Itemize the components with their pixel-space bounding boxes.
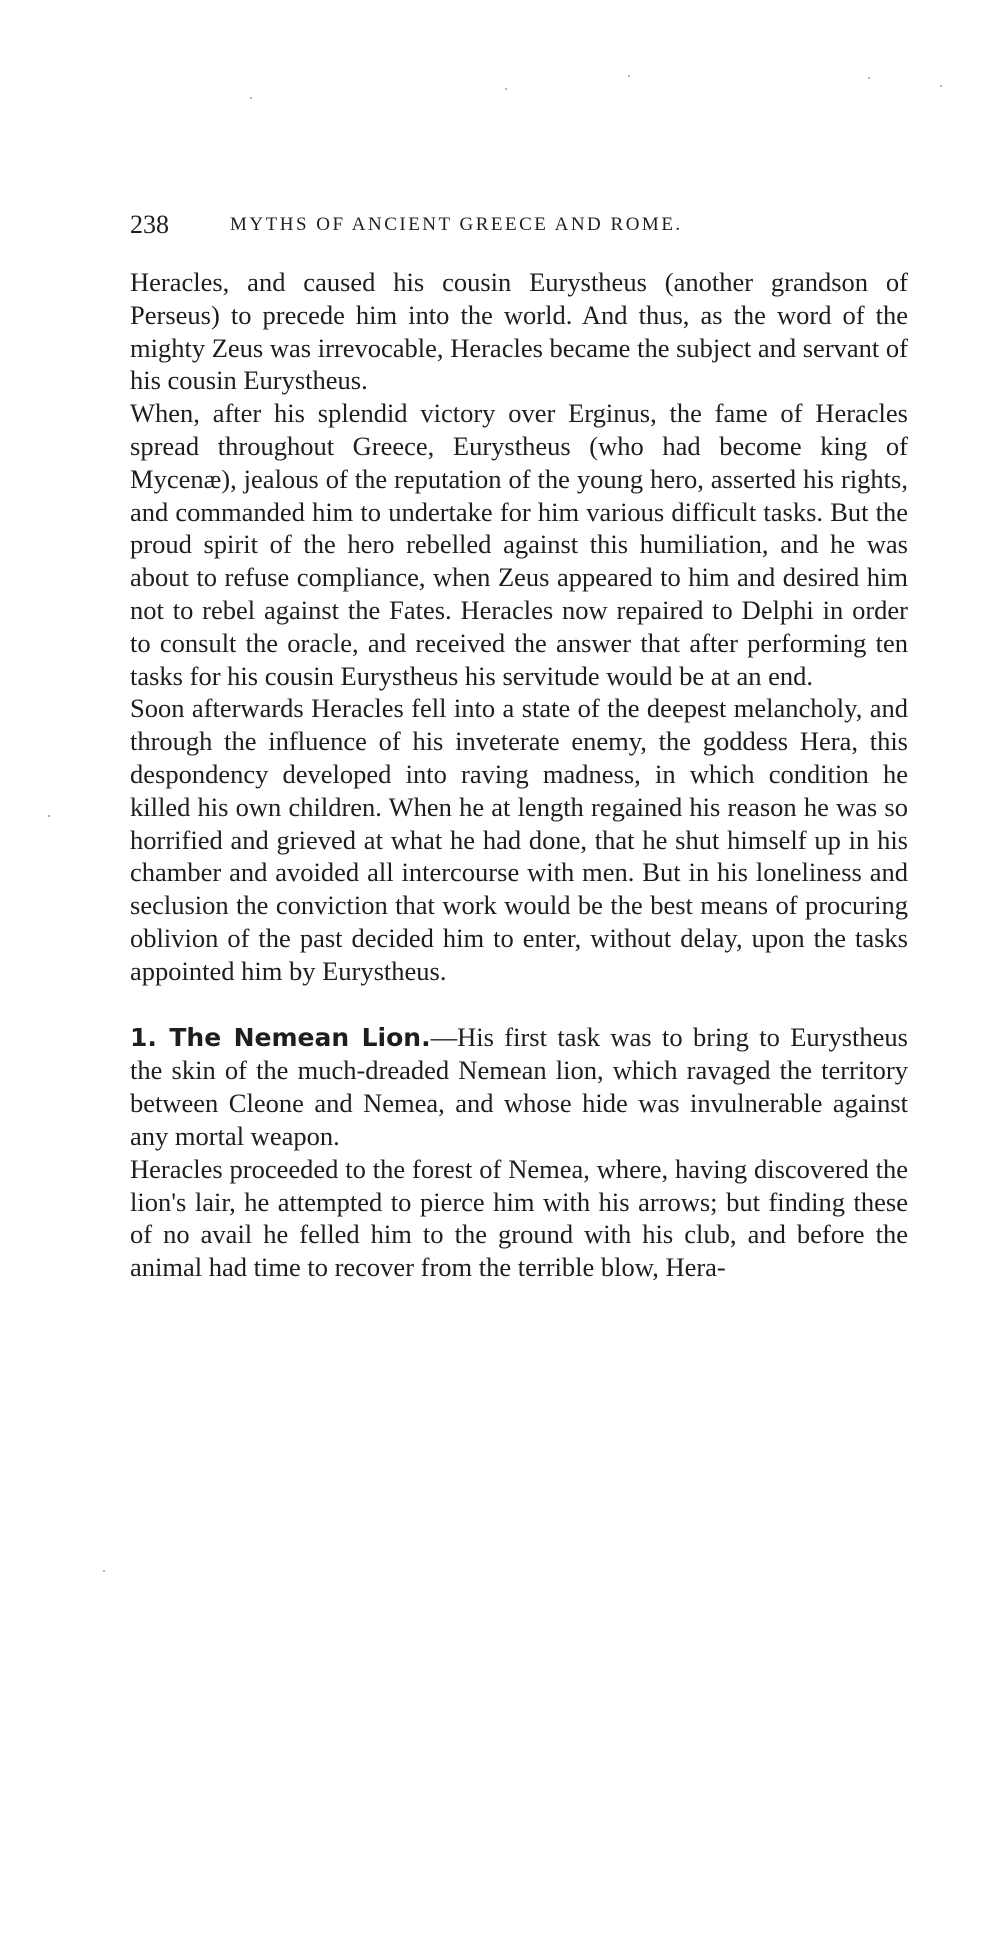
scan-speck bbox=[250, 97, 252, 99]
body-text bbox=[130, 266, 908, 1284]
scan-speck bbox=[103, 1570, 105, 1572]
section-lead: —His first task was to bring to Eurystheus the skin of the much-dreaded Nemean lion, which ravaged the territory between Cleone and Nemea, and whose hide was invulnerable against any mortal weapon. bbox=[130, 1021, 908, 1151]
scan-speck bbox=[48, 815, 50, 817]
scan-speck bbox=[505, 88, 507, 90]
scan-speck bbox=[868, 77, 870, 79]
page-number: 238 bbox=[130, 210, 169, 239]
paragraph: Heracles proceeded to the forest of Nemea, where, having discovered the lion's lair, he attempted to pierce him with his arrows; but finding these of no avail he felled him to the ground with his club, and before the animal had time to recover from the terrible blow, Hera- bbox=[130, 1153, 908, 1283]
paragraph: When, after his splendid victory over Erginus, the fame of Heracles spread throughout Greece, Eurystheus (who had become king of Mycenæ), jealous of the reputation of the young hero, asserted his rights, and commanded him to undertake for him various difficult tasks. But the proud spirit of the hero rebelled against this humiliation, and he was about to refuse compliance, when Zeus appeared to him and desired him not to rebel against the Fates. Heracles now repaired to Delphi in order to consult the oracle, and received the answer that after performing ten tasks for his cousin Eurystheus his servitude would be at an end. bbox=[130, 398, 908, 691]
page-header bbox=[130, 210, 920, 246]
section-heading: 1. The Nemean Lion. bbox=[130, 1022, 431, 1052]
scan-speck bbox=[628, 75, 630, 77]
section-spacer bbox=[130, 988, 908, 1021]
paragraph: Soon afterwards Heracles fell into a state of the deepest melancholy, and through the influence of his inveterate enemy, the goddess Hera, this despondency developed into raving madness, in which condition he killed his own children. When he at length regained his reason he was so horrified and grieved at what he had done, that he shut himself up in his chamber and avoided all intercourse with men. But in his loneliness and seclusion the conviction that work would be the best means of procuring oblivion of the past decided him to enter, without delay, upon the tasks appointed him by Eurystheus. bbox=[130, 693, 908, 986]
running-title: MYTHS OF ANCIENT GREECE AND ROME. bbox=[230, 214, 683, 235]
scan-speck bbox=[940, 85, 942, 87]
paragraph: Heracles, and caused his cousin Eurystheus (another grandson of Perseus) to precede him into the world. And thus, as the word of the mighty Zeus was irrevocable, Heracles became the subject and servant of his cousin Eurystheus. bbox=[130, 267, 908, 396]
section-paragraph bbox=[130, 1021, 908, 1153]
